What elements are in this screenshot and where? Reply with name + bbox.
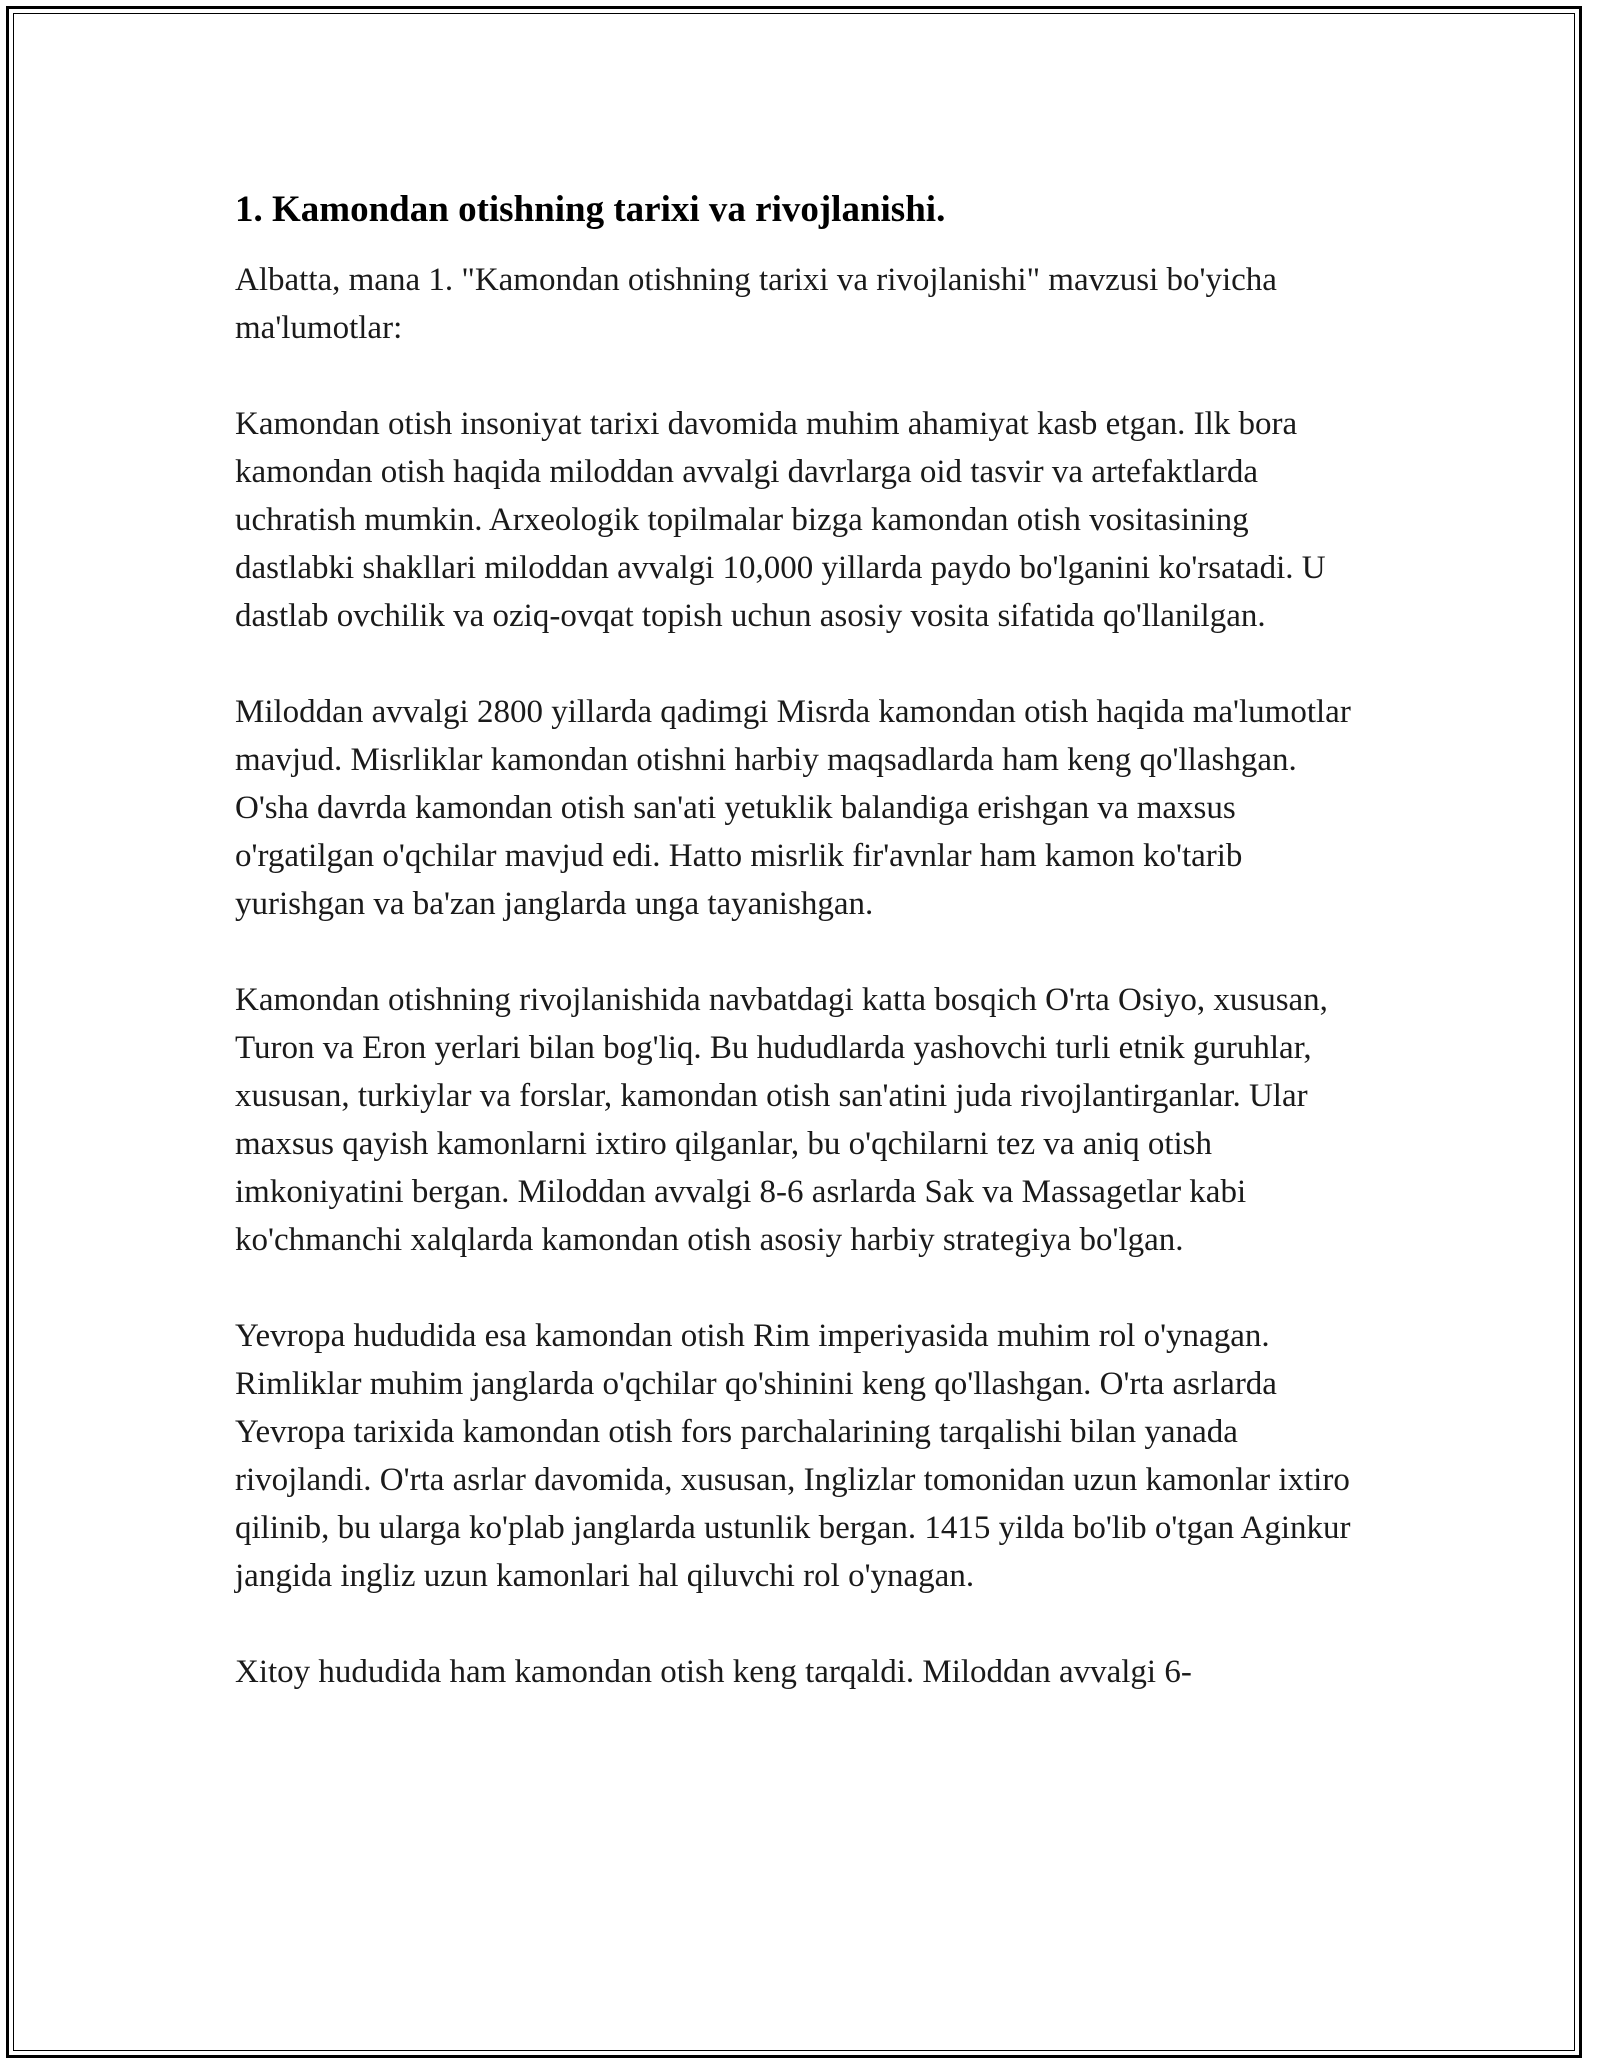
paragraph-europe: Yevropa hududida esa kamondan otish Rim imperiyasida muhim rol o'ynagan. Rimliklar muhim janglarda o'qchilar qo'shinini keng qo'llashgan. O'rta asrlarda Yevropa tarixida kamondan otish fors parchalarining tarqalishi bilan yanada rivojlandi. O'rta asrlar davomida, xususan, Inglizlar tomonidan uzun kamonlar ixtiro qilinib, bu ularga ko'plab janglarda ustunlik bergan. 1415 yilda bo'lib o'tgan Aginkur jangida ingliz uzun kamonlari hal qiluvchi rol o'ynagan.	[235, 1318, 1351, 1594]
paragraph-intro: Albatta, mana 1. "Kamondan otishning tarixi va rivojlanishi" mavzusi bo'yicha ma'lumotlar:	[235, 262, 1277, 346]
paragraph-origins: Kamondan otish insoniyat tarixi davomida muhim ahamiyat kasb etgan. Ilk bora kamondan otish haqida miloddan avvalgi davrlarga oid tasvir va artefaktlarda uchratish mumkin. Arxeologik topilmalar bizga kamondan otish vositasining dastlabki shakllari miloddan avvalgi 10,000 yillarda paydo bo'lganini ko'rsatadi. U dastlab ovchilik va oziq-ovqat topish uchun asosiy vosita sifatida qo'llanilgan.	[235, 406, 1326, 634]
paragraph-egypt: Miloddan avvalgi 2800 yillarda qadimgi Misrda kamondan otish haqida ma'lumotlar mavjud. Misrliklar kamondan otishni harbiy maqsadlarda ham keng qo'llashgan. O'sha davrda kamondan otish san'ati yetuklik balandiga erishgan va maxsus o'rgatilgan o'qchilar mavjud edi. Hatto misrlik fir'avnlar ham kamon ko'tarib yurishgan va ba'zan janglarda unga tayanishgan.	[235, 694, 1351, 922]
section-heading: 1. Kamondan otishning tarixi va rivojlanishi.	[235, 189, 946, 230]
paragraph-china: Xitoy hududida ham kamondan otish keng tarqaldi. Miloddan avvalgi 6-	[235, 1654, 1192, 1690]
document-body	[235, 186, 1375, 1696]
paragraph-central-asia: Kamondan otishning rivojlanishida navbatdagi katta bosqich O'rta Osiyo, xususan, Turon va Eron yerlari bilan bog'liq. Bu hududlarda yashovchi turli etnik guruhlar, xususan, turkiylar va forslar, kamondan otish san'atini juda rivojlantirganlar. Ular maxsus qayish kamonlarni ixtiro qilganlar, bu o'qchilarni tez va aniq otish imkoniyatini bergan. Miloddan avvalgi 8-6 asrlarda Sak va Massagetlar kabi ko'chmanchi xalqlarda kamondan otish asosiy harbiy strategiya bo'lgan.	[235, 982, 1328, 1258]
